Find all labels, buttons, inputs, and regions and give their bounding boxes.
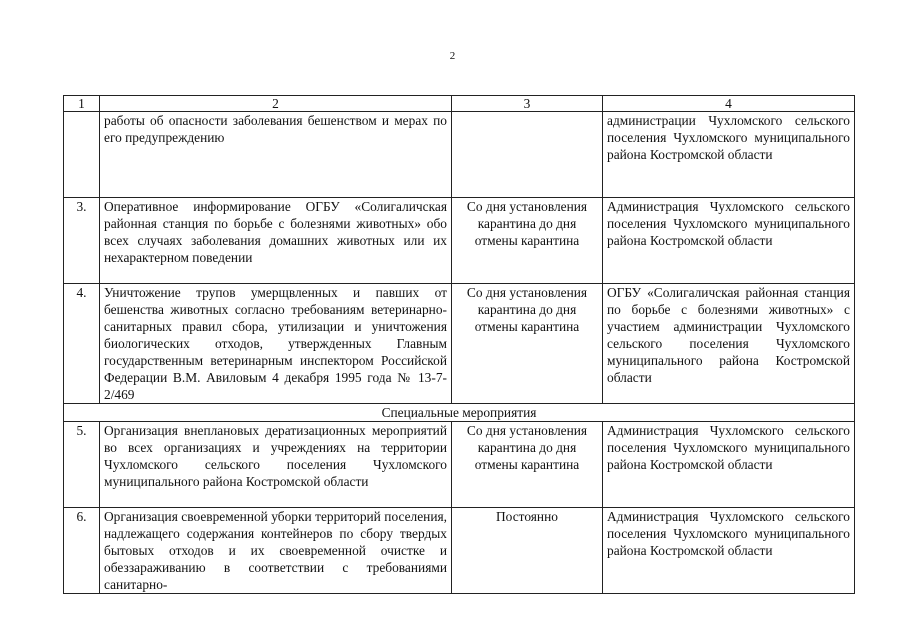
column-header-4: 4 [603, 96, 855, 112]
responsible-cell: Администрация Чухломского сельского поселения Чухломского муниципального района Костромской области [603, 508, 855, 594]
row-number: 4. [64, 284, 100, 404]
row-number: 5. [64, 422, 100, 508]
term-cell: Со дня установления карантина до дня отмены карантина [452, 198, 603, 284]
column-header-3: 3 [452, 96, 603, 112]
measures-table [63, 95, 855, 594]
measure-cell: Оперативное информирование ОГБУ «Солигаличская районная станция по борьбе с болезнями животных» обо всех случаях заболевания домашних животных или их нехарактерном поведении [100, 198, 452, 284]
table-row [64, 198, 855, 284]
measure-cell: работы об опасности заболевания бешенством и мерах по его предупреждению [100, 112, 452, 198]
responsible-cell: ОГБУ «Солигаличская районная станция по борьбе с болезнями животных» с участием администрации Чухломского сельского поселения Чухломского муниципального района Костромской области [603, 284, 855, 404]
term-cell: Со дня установления карантина до дня отмены карантина [452, 422, 603, 508]
table-row [64, 422, 855, 508]
table-header-row [64, 96, 855, 112]
table-row [64, 284, 855, 404]
responsible-cell: администрации Чухломского сельского поселения Чухломского муниципального района Костромской области [603, 112, 855, 198]
responsible-cell: Администрация Чухломского сельского поселения Чухломского муниципального района Костромской области [603, 198, 855, 284]
column-header-1: 1 [64, 96, 100, 112]
row-number: 3. [64, 198, 100, 284]
page-number: 2 [449, 50, 456, 62]
responsible-cell: Администрация Чухломского сельского поселения Чухломского муниципального района Костромской области [603, 422, 855, 508]
row-number [64, 112, 100, 198]
table-row [64, 508, 855, 594]
measure-cell: Организация внеплановых дератизационных мероприятий во всех организациях и учреждениях на территории Чухломского сельского поселения Чухломского муниципального района Костромской области [100, 422, 452, 508]
section-row [64, 404, 855, 422]
measure-cell: Уничтожение трупов умерщвленных и павших от бешенства животных согласно требованиям ветеринарно-санитарных правил сбора, утилизации и уничтожения биологических отходов, утвержденных Главным государственным ветеринарным инспектором Российской Федерации В.М. Авиловым 4 декабря 1995 года № 13-7-2/469 [100, 284, 452, 404]
term-cell [452, 112, 603, 198]
term-cell: Постоянно [452, 508, 603, 594]
column-header-2: 2 [100, 96, 452, 112]
row-number: 6. [64, 508, 100, 594]
table-row [64, 112, 855, 198]
section-title: Специальные мероприятия [64, 404, 855, 422]
measure-cell: Организация своевременной уборки территорий поселения, надлежащего содержания контейнеров по сбору твердых бытовых отходов и их своевременной очистке и обеззараживанию в соответствии с требованиями санитарно- [100, 508, 452, 594]
term-cell: Со дня установления карантина до дня отмены карантина [452, 284, 603, 404]
